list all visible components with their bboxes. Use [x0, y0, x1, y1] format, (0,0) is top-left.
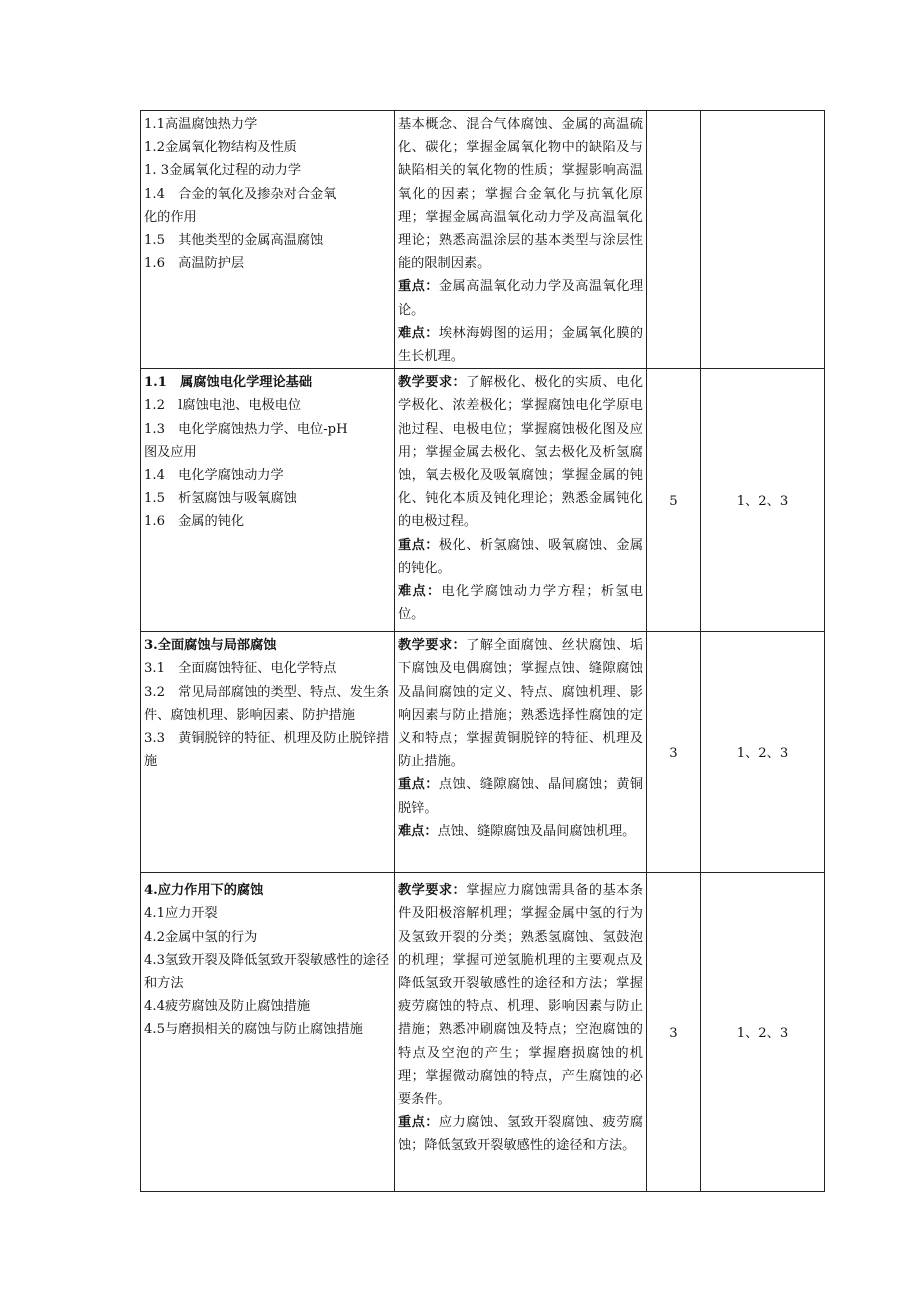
topic-line: 4.1应力开裂: [144, 906, 218, 922]
requirements-cell: [395, 873, 647, 1192]
requirement-text: 教学要求：了解极化、极化的实质、电化学极化、浓差极化；掌握腐蚀电化学原电池过程、电极电位；掌握腐蚀极化图及应用；掌握金属去极化、氢去极化及析氢腐蚀，氧去极化及吸氧腐蚀；掌握金属的钝化、钝化本质及钝化理论；熟悉金属钝化的电极过程。: [398, 375, 644, 530]
topic-line: 3.1 全面腐蚀特征、电化学特点: [144, 661, 337, 677]
hours-cell: [647, 111, 701, 369]
topic-line: 4.4疲劳腐蚀及防止腐蚀措施: [144, 999, 311, 1015]
requirement-text: 教学要求：掌握应力腐蚀需具备的基本条件及阳极溶解机理；掌握金属中氢的行为及氢致开裂的分类；熟悉氢腐蚀、氢鼓泡的机理；掌握可逆氢脆机理的主要观点及降低氢致开裂敏感性的途径和方法；掌握疲劳腐蚀的特点、机理、影响因素与防止措施；熟悉冲刷腐蚀及特点；空泡腐蚀的特点及空泡的产生；掌握磨损腐蚀的机理；掌握微动腐蚀的特点，产生腐蚀的必要条件。: [398, 883, 644, 1108]
requirement-text: 教学要求：了解全面腐蚀、丝状腐蚀、垢下腐蚀及电偶腐蚀；掌握点蚀、缝隙腐蚀及晶间腐蚀的定义、特点、腐蚀机理、影响因素与防止措施；熟悉选择性腐蚀的定义和特点；掌握黄铜脱锌的特征、机理及防止措施。: [398, 638, 644, 770]
requirement-text: 基本概念、混合气体腐蚀、金属的高温硫化、碳化；掌握金属氧化物中的缺陷及与缺陷相关的氧化物的性质；掌握影响高温氧化的因素；掌握合金氧化与抗氧化原理；掌握金属高温氧化动力学及高温氧化理论；熟悉高温涂层的基本类型与涂层性能的限制因素。: [398, 117, 643, 272]
key-points: 重点：应力腐蚀、氢致开裂腐蚀、疲劳腐蚀；降低氢致开裂敏感性的途径和方法。: [398, 1115, 644, 1154]
topics-cell: [141, 369, 395, 632]
topic-line: 3.3 黄铜脱锌的特征、机理及防止脱锌措施: [144, 731, 390, 770]
topic-line: 3.全面腐蚀与局部腐蚀: [144, 638, 277, 654]
objectives-cell: 1、2、3: [701, 873, 825, 1192]
syllabus-table: [140, 110, 825, 1192]
topic-line: 1.5 析氢腐蚀与吸氧腐蚀: [144, 491, 297, 507]
topic-line: 1.3 电化学腐蚀热力学、电位-pH: [144, 421, 348, 437]
key-points: 重点：极化、析氢腐蚀、吸氧腐蚀、金属的钝化。: [398, 537, 644, 576]
topic-line: 1.5 其他类型的金属高温腐蚀: [144, 233, 324, 249]
topic-line: 4.3氢致开裂及降低氢致开裂敏感性的途径和方法: [144, 952, 390, 992]
hours-cell: 5: [647, 369, 701, 632]
objectives-cell: [701, 111, 825, 369]
topic-line: 1.6 金属的钝化: [144, 514, 245, 530]
topic-line: 1.6 高温防护层: [144, 256, 245, 272]
topic-line: 4.5与磨损相关的腐蚀与防止腐蚀措施: [144, 1022, 363, 1038]
topic-line: 3.2 常见局部腐蚀的类型、特点、发生条件、腐蚀机理、影响因素、防护措施: [144, 684, 390, 723]
key-points: 重点：点蚀、缝隙腐蚀、晶间腐蚀；黄铜脱锌。: [398, 777, 644, 816]
topics-cell: [141, 632, 395, 873]
table-row: [141, 632, 825, 873]
requirements-cell: [395, 111, 647, 369]
difficult-points: 难点：点蚀、缝隙腐蚀及晶间腐蚀机理。: [398, 823, 636, 839]
requirements-cell: [395, 632, 647, 873]
table-row: [141, 873, 825, 1192]
topic-line: 1.4 合金的氧化及掺杂对合金氧: [144, 186, 337, 202]
topic-line: 4.应力作用下的腐蚀: [144, 883, 264, 899]
objectives-cell: 1、2、3: [701, 632, 825, 873]
topic-line: 化的作用: [144, 209, 197, 225]
topic-line: 1.4 电化学腐蚀动力学: [144, 468, 284, 484]
hours-cell: 3: [647, 632, 701, 873]
topics-cell: [141, 873, 395, 1192]
key-points: 重点：金属高温氧化动力学及高温氧化理论。: [398, 279, 644, 318]
difficult-points: 难点：电化学腐蚀动力学方程；析氢电位。: [398, 584, 644, 623]
topic-line: 1.2金属氧化物结构及性质: [144, 140, 297, 156]
topic-line: 1.1 属腐蚀电化学理论基础: [144, 375, 313, 391]
topic-line: 1.2 l腐蚀电池、电极电位: [144, 398, 302, 414]
hours-cell: 3: [647, 873, 701, 1192]
objectives-cell: 1、2、3: [701, 369, 825, 632]
topic-line: 1. 3金属氧化过程的动力学: [144, 163, 302, 179]
topic-line: 4.2金属中氢的行为: [144, 929, 258, 945]
table-row: [141, 111, 825, 369]
table-row: [141, 369, 825, 632]
requirements-cell: [395, 369, 647, 632]
topic-line: 图及应用: [144, 444, 197, 460]
difficult-points: 难点：埃林海姆图的运用；金属氧化膜的生长机理。: [398, 325, 644, 365]
topic-line: 1.1高温腐蚀热力学: [144, 117, 258, 132]
topics-cell: [141, 111, 395, 369]
